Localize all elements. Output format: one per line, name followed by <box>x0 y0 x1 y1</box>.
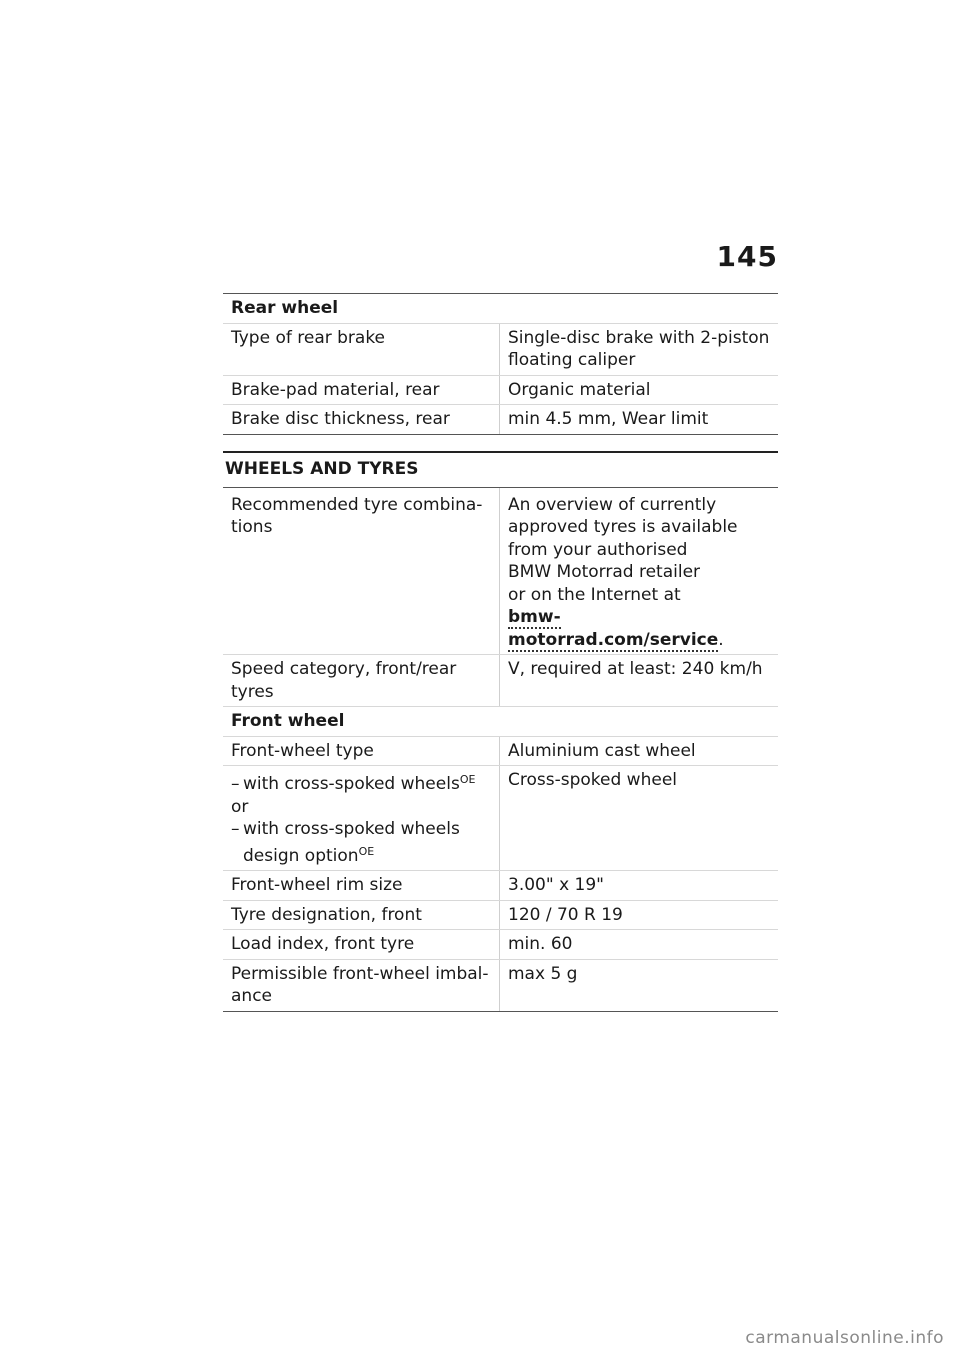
spec-label <box>223 655 500 707</box>
dash: – <box>231 819 240 839</box>
spec-content <box>223 293 778 1012</box>
table-row <box>223 930 778 960</box>
option-line <box>231 769 493 796</box>
table-row <box>223 655 778 707</box>
option-text: design option <box>243 845 359 866</box>
label-line: Permissible front-wheel imbal- <box>231 963 489 984</box>
spec-value: 3.00" x 19" <box>500 871 779 901</box>
spec-label: Load index, front tyre <box>223 930 500 960</box>
table-row <box>223 959 778 1011</box>
table-row <box>223 488 778 655</box>
label-line: Recommended tyre combina- <box>231 494 483 515</box>
value-line: BMW Motorrad retailer <box>508 562 701 582</box>
bmw-motorrad-service-link[interactable]: bmw-motorrad.com/service <box>508 607 719 650</box>
spec-label <box>223 488 500 655</box>
label-line: tions <box>231 517 273 537</box>
table-row <box>223 375 778 405</box>
section-title-wheels-and-tyres: WHEELS AND TYRES <box>223 451 778 488</box>
spec-value: Cross-spoked wheel <box>500 766 779 871</box>
spec-label: Front-wheel type <box>223 736 500 766</box>
link-suffix: . <box>718 629 724 650</box>
spec-label: Tyre designation, front <box>223 900 500 930</box>
link-line <box>508 606 772 651</box>
front-wheel-heading: Front wheel <box>223 707 778 737</box>
spec-value: max 5 g <box>500 959 779 1011</box>
table-row <box>223 900 778 930</box>
spec-value: min. 60 <box>500 930 779 960</box>
label-line: ance <box>231 986 272 1006</box>
spec-value: Organic material <box>500 375 779 405</box>
spec-value: Aluminium cast wheel <box>500 736 779 766</box>
oe-mark: OE <box>459 773 476 786</box>
front-wheel-heading-row <box>223 707 778 737</box>
spec-label: Brake-pad material, rear <box>223 375 500 405</box>
value-line: or on the Internet at <box>508 584 681 605</box>
spec-label <box>223 766 500 871</box>
value-line: Single-disc brake with 2-piston <box>508 327 770 348</box>
table-row <box>223 766 778 871</box>
rear-wheel-heading: Rear wheel <box>223 294 778 324</box>
spec-value <box>500 323 779 375</box>
rear-wheel-heading-row <box>223 294 778 324</box>
oe-mark: OE <box>358 844 375 858</box>
table-row <box>223 405 778 435</box>
value-line: from your authorised <box>508 539 688 560</box>
value-line: floating caliper <box>508 350 636 370</box>
table-row <box>223 323 778 375</box>
label-line: tyres <box>231 681 274 702</box>
spec-label: Type of rear brake <box>223 323 500 375</box>
dash: – <box>231 774 240 794</box>
spec-value: 120 / 70 R 19 <box>500 900 779 930</box>
value-line: approved tyres is available <box>508 517 738 537</box>
option-line <box>231 841 493 868</box>
label-line: Speed category, front/rear <box>231 659 457 679</box>
spec-label <box>223 959 500 1011</box>
table-row <box>223 736 778 766</box>
value-line: An overview of currently <box>508 494 717 515</box>
spec-value <box>500 488 779 655</box>
option-text: with cross-spoked wheels <box>243 819 460 839</box>
table-row <box>223 871 778 901</box>
rear-wheel-table <box>223 293 778 435</box>
or-line: or <box>231 796 249 817</box>
spec-value: V, required at least: 240 km/h <box>500 655 779 707</box>
option-line <box>231 818 493 841</box>
spec-value: min 4.5 mm, Wear limit <box>500 405 779 435</box>
page-number: 145 <box>716 240 778 273</box>
spec-label: Front-wheel rim size <box>223 871 500 901</box>
watermark: carmanualsonline.info <box>745 1328 944 1348</box>
spec-label: Brake disc thickness, rear <box>223 405 500 435</box>
option-text: with cross-spoked wheels <box>243 774 460 794</box>
wheels-tyres-table <box>223 488 778 1012</box>
